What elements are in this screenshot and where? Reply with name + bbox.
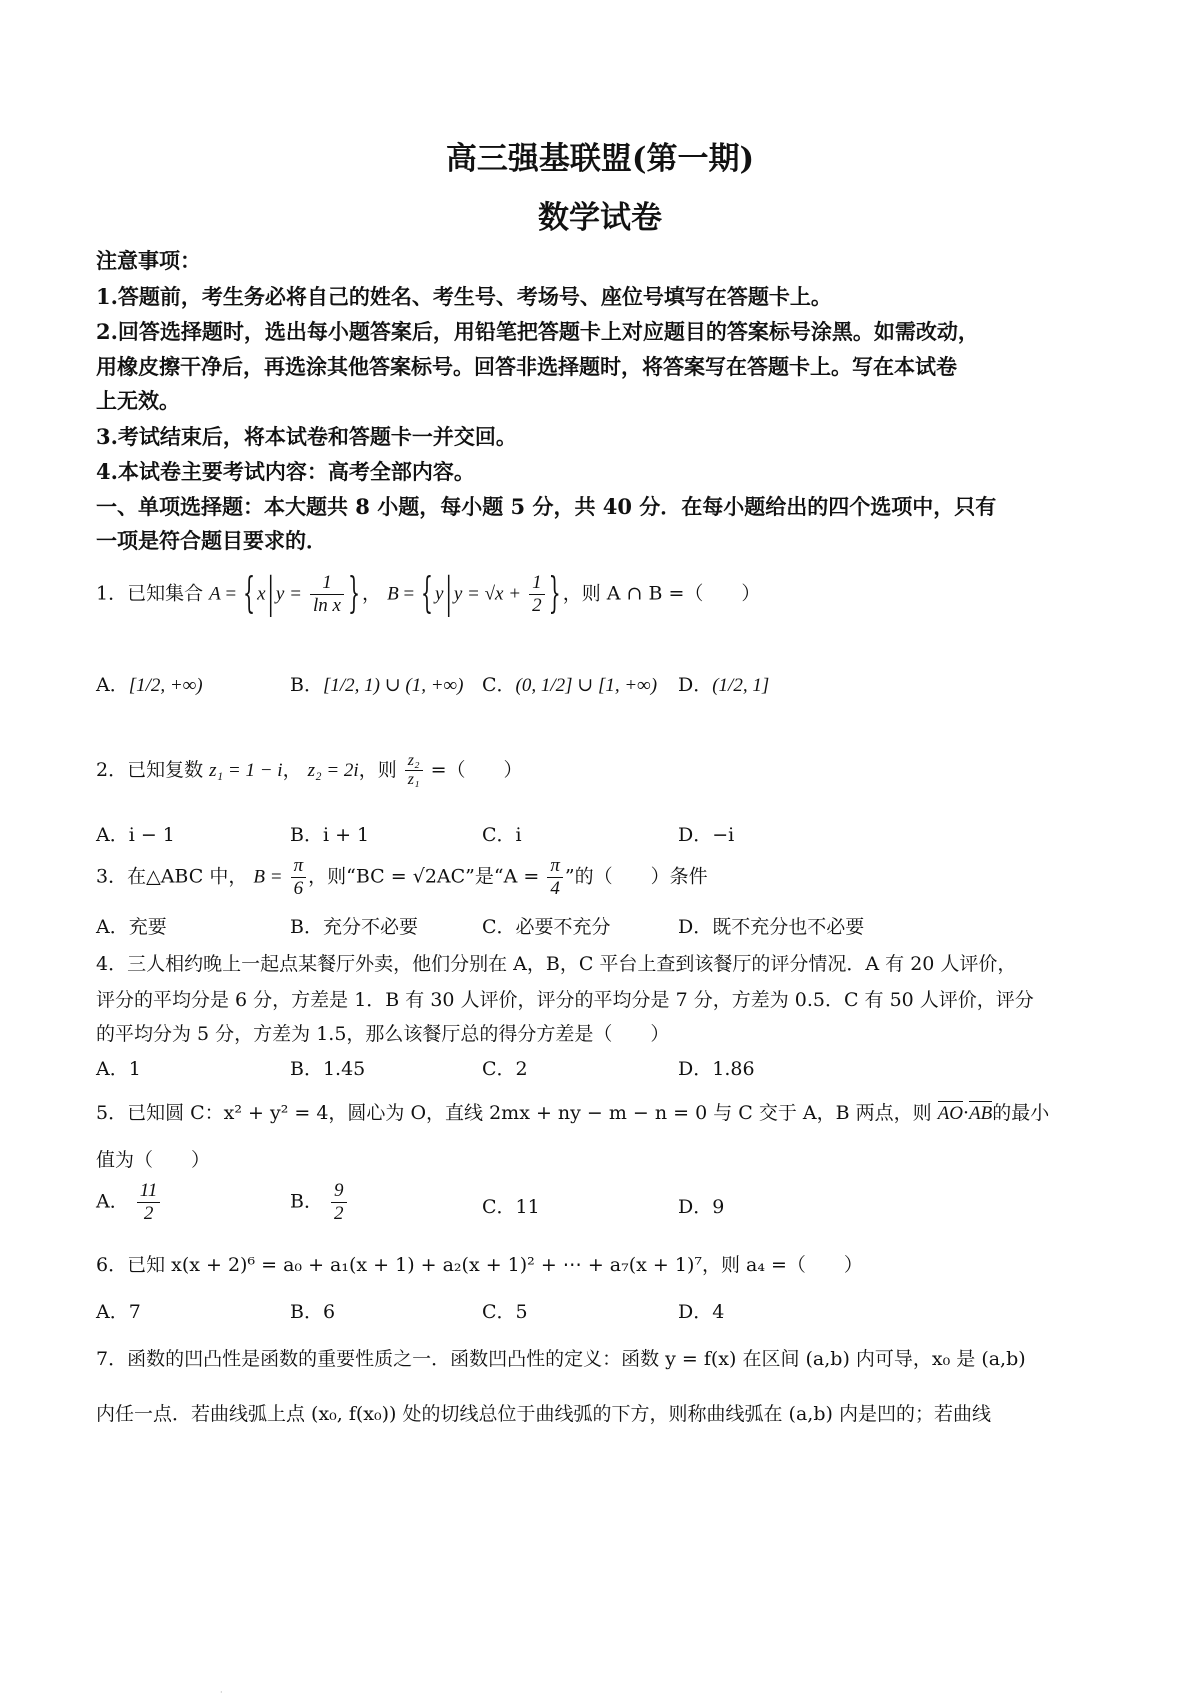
q5-vector-ao: AO — [937, 1103, 964, 1124]
question-5-line-2: 值为（ ） — [96, 1149, 211, 1171]
question-2: 2．已知复数 z₁ = 1 − i， z₂ = 2i，则 $\frac{\text{z₂}}{\text{z₁}}$ =（ ） — [96, 752, 523, 789]
q2-z1: z₁ = 1 − i — [209, 759, 283, 781]
notice-item-1: 1.答题前，考生务必将自己的姓名、考生号、考场号、座位号填写在答题卡上。 — [96, 284, 832, 309]
q2-option-d[interactable]: D．−i — [678, 824, 735, 846]
q1-var-x: x — [257, 583, 266, 605]
q5-line1-pre: 5．已知圆 C：x² + y² = 4，圆心为 O，直线 2mx + ny − m − n = 0 与 C 交于 A，B 两点，则 — [96, 1102, 932, 1124]
q1-option-a[interactable] — [96, 670, 203, 697]
q5-option-b-num: 9 — [331, 1180, 347, 1203]
q4-option-b[interactable]: B．1.45 — [290, 1058, 366, 1080]
q1-sqrt-expr: y = √x + — [453, 583, 522, 605]
q3-option-a[interactable]: A．充要 — [96, 916, 167, 938]
q6-option-c[interactable]: C．5 — [482, 1301, 528, 1323]
q1-frac-den: ln x — [312, 594, 341, 616]
q4-option-c[interactable]: C．2 — [482, 1058, 528, 1080]
q6-option-a[interactable]: A．7 — [96, 1301, 141, 1323]
q2-frac-den: z₁ — [407, 771, 420, 789]
q1-suffix: ，则 A ∩ B =（ ） — [562, 582, 761, 605]
q1-frac2-den: 2 — [532, 594, 542, 616]
q2-option-b[interactable]: B．i + 1 — [290, 824, 370, 846]
q5-option-b-label: B． — [290, 1190, 323, 1213]
q1-set-a: A — [209, 583, 221, 605]
q1-prefix: 1．已知集合 — [96, 582, 204, 605]
q4-option-d[interactable]: D．1.86 — [678, 1058, 755, 1080]
question-4-line-2: 评分的平均分是 6 分，方差是 1．B 有 30 人评价，评分的平均分是 7 分，方差为 0.5．C 有 50 人评价，评分 — [96, 989, 1034, 1011]
q1-option-b-label: B． — [290, 674, 323, 696]
q1-option-a-label: A． — [96, 674, 129, 696]
q3-b-eq: B = — [253, 866, 283, 888]
q5-option-a[interactable] — [96, 1180, 162, 1225]
q2-frac-num: z₂ — [405, 752, 423, 771]
q4-option-a[interactable]: A．1 — [96, 1058, 141, 1080]
question-6: 6．已知 x(x + 2)⁶ = a₀ + a₁(x + 1) + a₂(x + 1)² + ⋯ + a₇(x + 1)⁷，则 a₄ =（ ） — [96, 1254, 863, 1276]
q5-option-a-num: 11 — [137, 1180, 161, 1203]
q5-dot: · — [963, 1102, 970, 1124]
q3-frac2-den: 4 — [550, 877, 560, 899]
q1-option-d-label: D． — [678, 674, 713, 696]
notice-item-4: 4.本试卷主要考试内容：高考全部内容。 — [96, 459, 475, 484]
q3-frac-den: 6 — [293, 877, 304, 899]
q1-set-b: B — [387, 583, 399, 605]
q3-frac-num: π — [291, 855, 307, 878]
q3-option-d[interactable]: D．既不充分也不必要 — [678, 916, 865, 938]
question-7-line-1: 7．函数的凹凸性是函数的重要性质之一．函数凹凸性的定义：函数 y = f(x) 在区间 (a,b) 内可导，x₀ 是 (a,b) — [96, 1348, 1026, 1370]
q1-option-c-label: C． — [482, 674, 516, 696]
q5-vector-ab: AB — [969, 1103, 993, 1124]
section-heading-line-2: 一项是符合题目要求的． — [96, 528, 327, 553]
question-4-line-1: 4．三人相约晚上一起点某餐厅外卖，他们分别在 A，B，C 平台上查到该餐厅的评分情况．A 有 20 人评价， — [96, 953, 1017, 975]
q5-option-b-den: 2 — [334, 1202, 344, 1224]
notice-item-2-line-1: 2.回答选择题时，选出每小题答案后，用铅笔把答题卡上对应题目的答案标号涂黑。如需改动， — [96, 319, 979, 344]
question-7-line-2: 内任一点．若曲线弧上点 (x₀, f(x₀)) 处的切线总位于曲线弧的下方，则称曲线弧在 (a,b) 内是凹的；若曲线 — [96, 1403, 991, 1425]
notice-item-3: 3.考试结束后，将本试卷和答题卡一并交回。 — [96, 424, 517, 449]
q1-comma: ， — [362, 582, 382, 605]
q1-option-c-text: (0, 1/2] ∪ [1, +∞) — [515, 675, 658, 696]
q1-frac-num: 1 — [310, 572, 344, 595]
q1-eq-y: y = — [275, 583, 302, 605]
q1-option-d-text: (1/2, 1] — [712, 675, 770, 696]
q5-option-b[interactable] — [290, 1180, 349, 1225]
q1-frac2-num: 1 — [529, 572, 545, 595]
q2-option-c[interactable]: C．i — [482, 824, 522, 846]
question-1: 1．已知集合 A = { x | y = $\frac{1}{\text{ln x}}$ } ， B = { y | y = √x + $\frac{1}{2}$ } ，则 A ∩ B =（ ） — [96, 570, 761, 619]
question-4-line-3: 的平均分为 5 分，方差为 1.5，那么该餐厅总的得分方差是（ ） — [96, 1023, 670, 1045]
q1-option-b-text: [1/2, 1) ∪ (1, +∞) — [322, 675, 464, 696]
q1-option-b[interactable] — [290, 670, 463, 697]
q1-option-d[interactable] — [678, 670, 769, 697]
notice-heading: 注意事项： — [96, 248, 201, 273]
q5-option-c[interactable]: C．11 — [482, 1196, 540, 1218]
exam-subtitle: 数学试卷 — [538, 200, 662, 236]
q1-option-c[interactable] — [482, 670, 657, 697]
q5-option-a-den: 2 — [143, 1202, 154, 1224]
section-heading-line-1: 一、单项选择题：本大题共 8 小题，每小题 5 分，共 40 分．在每小题给出的四个选项中，只有 — [96, 494, 997, 519]
notice-item-2-line-2: 用橡皮擦干净后，再选涂其他答案标号。回答非选择题时，将答案写在答题卡上。写在本试卷 — [96, 354, 957, 379]
q6-option-d[interactable]: D．4 — [678, 1301, 725, 1323]
footer-mark: · — [220, 1688, 223, 1697]
q3-prefix: 3．在△ABC 中， — [96, 865, 248, 888]
question-3 — [96, 855, 708, 900]
question-5-line-1 — [96, 1098, 1049, 1125]
q2-prefix: 2．已知复数 — [96, 758, 204, 781]
q5-line1-post: 的最小 — [992, 1102, 1050, 1124]
q5-option-a-label: A． — [96, 1190, 129, 1213]
q2-suffix: =（ ） — [430, 758, 523, 781]
q1-var-y: y — [435, 583, 444, 605]
q2-option-a[interactable]: A．i − 1 — [96, 824, 175, 846]
q3-mid: ，则“BC = √2AC”是“A = — [308, 865, 540, 888]
notice-item-2-line-3: 上无效。 — [96, 388, 180, 413]
q6-option-b[interactable]: B．6 — [290, 1301, 336, 1323]
q3-option-b[interactable]: B．充分不必要 — [290, 916, 418, 938]
q5-option-d[interactable]: D．9 — [678, 1196, 725, 1218]
q3-suffix: ”的（ ）条件 — [564, 865, 708, 888]
q3-option-c[interactable]: C．必要不充分 — [482, 916, 611, 938]
q1-option-a-text: [1/2, +∞) — [128, 675, 203, 696]
q2-mid: ，则 — [358, 758, 397, 781]
exam-title: 高三强基联盟(第一期) — [445, 141, 755, 177]
q3-frac2-num: π — [547, 855, 563, 878]
q2-z2: z₂ = 2i — [307, 759, 359, 781]
